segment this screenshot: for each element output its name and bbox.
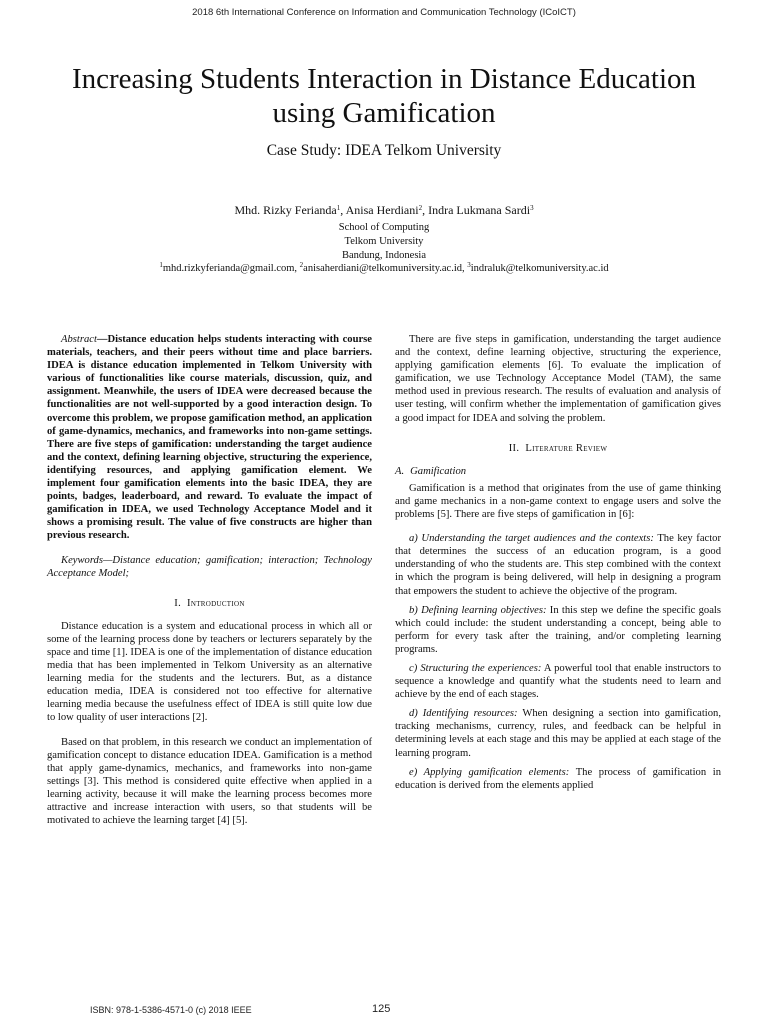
author-name: Indra Lukmana Sardi	[428, 203, 531, 217]
email-sup: 2	[299, 261, 304, 269]
email-separator: ,	[462, 263, 468, 274]
email-address[interactable]: mhd.rizkyferianda@gmail.com	[162, 263, 295, 274]
gamification-step	[395, 662, 721, 701]
gamification-step	[395, 604, 721, 656]
title-line-1: Increasing Students Interaction in Distance Education	[71, 63, 697, 95]
step-label: c) Structuring the experiences:	[409, 662, 542, 674]
author-sup: 3	[530, 204, 534, 212]
step-text: In this step we define the specific goals which could include: the student understanding a concept, being able to perform for every task after the training, and/or completing learning programs.	[395, 604, 721, 655]
section-title: Introduction	[187, 597, 245, 609]
step-text: The process of gamification in education is derived from the elements applied	[395, 766, 721, 791]
abstract-label: Abstract	[61, 334, 97, 345]
step-text: A powerful tool that enable instructors to sequence a knowledge and quantify what the students need to learn and achieve by the end of each stages.	[395, 662, 721, 701]
step-label: e) Applying gamification elements:	[409, 766, 570, 778]
left-column	[47, 333, 372, 827]
step-text: The key factor that determines the success of an education program, is a good understanding of who the students are. This step combined with the context in which the program is being delivered, will help in designing a program that empowers the student to achieve the objective of the program.	[395, 533, 721, 597]
affiliation-line: Telkom University	[344, 236, 424, 247]
subsection-letter: A.	[395, 465, 405, 477]
intro-paragraph: Distance education is a system and educational process in which all or some of the learning process done by teachers or lecturers separately by the space and time [1]. IDEA is one of the implementation of distance education media that has been implemented in Telkom University as an alternative learning media for the students and the lecturers. But, as a distance education media, IDEA is considered not too effective for alternative learning media because the usefulness effect of IDEA is still quite low due to low quality of user interactions [2].	[47, 620, 372, 724]
email-separator: ,	[294, 263, 300, 274]
step-label: a) Understanding the target audiences and the contexts:	[409, 533, 654, 545]
author-sup: 2	[418, 204, 423, 212]
step-label: d) Identifying resources:	[409, 708, 518, 720]
paper-title	[20, 62, 748, 130]
intro-paragraph: Based on that problem, in this research we conduct an implementation of gamification concept to distance education IDEA. Gamification is a method that apply game-dynamics, mechanics, and frameworks into non-game settings [3]. This method is considered quite effective when applied in a learning activity, because it will make the learning process becomes more attractive and increase interaction with users, so that students will be motivated to achieve the learning target [4] [5].	[47, 736, 372, 827]
gamification-step	[395, 707, 721, 759]
affiliation-line: School of Computing	[338, 222, 430, 233]
intro-paragraph: There are five steps in gamification, understanding the target audience and the context, define learning objective, structuring the experience, applying gamification elements [6]. To evaluate the implication of gamification, we use Technology Acceptance Model (TAM), the same method used in previous research. The results of evaluation and analysis of user testing, will confirm whether the implementation of gamification gives a good impact for IDEA and solving the problem.	[395, 334, 721, 424]
email-address[interactable]: indraluk@telkomuniversity.ac.id	[470, 263, 609, 274]
paper-subtitle: Case Study: IDEA Telkom University	[266, 142, 502, 159]
abstract-text: Distance education helps students interacting with course materials, teachers, and their peers without time and place barriers. IDEA is distance education implemented in Telkom University with various of functionalities like course materials, discussion, quiz, and assignment. Meanwhile, the users of IDEA were decreased because the functionalities are not well-supported by a good interaction design. To overcome this problem, we propose gamification method, an application of game-dynamics, mechanics, and frameworks into non-game settings. There are five steps of gamification: understanding the target audience and the context, defining learning objective, structuring the experience, identifying resources, and applying gamification element. We implement four gamification elements into the basic IDEA, they are points, badges, leaderboard, and reward. To evaluate the impact of gamification in IDEA, we used Technology Acceptance Model and it shows a promising result. The value of five constructs are higher than previous research.	[47, 334, 372, 542]
affiliation-line: Bandung, Indonesia	[342, 250, 426, 261]
author-list	[0, 203, 768, 218]
step-label: b) Defining learning objectives:	[409, 604, 547, 616]
author-name: Anisa Herdiani	[345, 203, 419, 217]
conference-header: 2018 6th International Conference on Information and Communication Technology (ICoICT)	[192, 7, 576, 18]
author-separator: ,	[422, 203, 429, 217]
email-list	[0, 263, 768, 274]
email-address[interactable]: anisaherdiani@telkomuniversity.ac.id	[303, 263, 463, 274]
section-number: II.	[508, 442, 520, 454]
title-line-2: using Gamification	[272, 97, 496, 129]
step-text: When designing a section into gamification, tracking mechanisms, currency, rules, and feedback can be helpful in determining levels at each stage and this may be applied at each stage of the learning program.	[395, 708, 721, 759]
section-heading-literature-review	[395, 442, 721, 455]
section-heading-introduction	[47, 597, 372, 610]
author-separator: ,	[340, 203, 346, 217]
keywords-label: Keywords	[61, 554, 103, 566]
email-sup: 3	[467, 261, 471, 269]
gamification-step	[395, 766, 721, 792]
gamification-intro: Gamification is a method that originates from the use of game thinking and game mechanics in a non-game context to engage users and solve the problems [5]. There are five steps of gamification in [6]:	[395, 482, 721, 521]
email-sup: 1	[159, 261, 163, 269]
abstract	[47, 333, 372, 543]
keywords	[47, 554, 372, 580]
abstract-dash: —	[96, 334, 108, 345]
section-number: I.	[174, 597, 182, 609]
page-number: 125	[372, 1003, 391, 1015]
section-title: Literature Review	[525, 442, 608, 454]
right-column	[395, 333, 721, 792]
subsection-heading-gamification	[395, 465, 721, 478]
keywords-text: Distance education; gamification; interaction; Technology Acceptance Model;	[47, 554, 372, 579]
subsection-title: Gamification	[410, 465, 467, 477]
keywords-dash: —	[102, 554, 113, 566]
gamification-step	[395, 532, 721, 597]
author-name: Mhd. Rizky Ferianda	[234, 203, 337, 217]
footer-isbn: ISBN: 978-1-5386-4571-0 (c) 2018 IEEE	[90, 1005, 252, 1015]
author-sup: 1	[336, 204, 341, 212]
